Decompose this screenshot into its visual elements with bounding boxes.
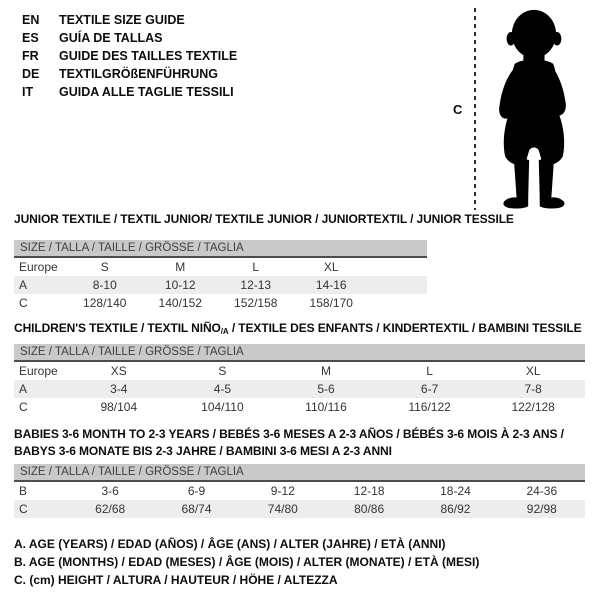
size-cell: XS [110, 364, 127, 378]
size-cell: XL [323, 260, 339, 274]
size-cell: L [426, 364, 433, 378]
table-header-bar: SIZE / TALLA / TAILLE / GRÖSSE / TAGLIA [14, 240, 427, 258]
legend-line-b: B. AGE (MONTHS) / EDAD (MESES) / ÂGE (MOIS) / ALTER (MONATE) / ETÀ (MESI) [14, 555, 480, 569]
value-cell: 110/116 [305, 400, 347, 414]
value-cell: 12-18 [353, 484, 385, 498]
babies-title-line2: BABYS 3-6 MONATE BIS 2-3 JAHRE / BAMBINI 3-6 MESI A 2-3 ANNI [14, 444, 392, 458]
babies-title-line1: BABIES 3-6 MONTH TO 2-3 YEARS / BEBÉS 3-6 MESES A 2-3 AÑOS / BÉBÉS 3-6 MOIS À 2-3 ANS / [14, 427, 564, 441]
legend-line-a: A. AGE (YEARS) / EDAD (AÑOS) / ÂGE (ANS) / ALTER (JAHRE) / ETÀ (ANNI) [14, 537, 446, 551]
measure-legend [14, 535, 479, 589]
table-row [14, 380, 585, 398]
row-label-cell: Europe [19, 364, 58, 378]
size-cell: XL [525, 364, 541, 378]
lang-label: GUIDA ALLE TAGLIE TESSILI [59, 85, 234, 99]
size-cell: S [100, 260, 109, 274]
table-header-bar: SIZE / TALLA / TAILLE / GRÖSSE / TAGLIA [14, 344, 585, 362]
babies-table-title [14, 426, 589, 460]
height-measure-label: C [453, 102, 463, 117]
size-cell: M [320, 364, 331, 378]
row-label-cell: C [19, 502, 28, 516]
value-cell: 74/80 [267, 502, 298, 516]
lang-code: EN [22, 13, 40, 27]
value-cell: 158/170 [309, 296, 353, 310]
baby-silhouette [484, 8, 582, 212]
value-cell: 122/128 [511, 400, 555, 414]
lang-code: FR [22, 49, 39, 63]
value-cell: 8-10 [92, 278, 117, 292]
children-title-subscript: /A [220, 327, 229, 336]
language-title-block [22, 11, 237, 101]
row-label-cell: B [19, 484, 28, 498]
value-cell: 14-16 [315, 278, 347, 292]
lang-code: DE [22, 67, 40, 81]
children-table-title [14, 320, 589, 340]
value-cell: 62/68 [95, 502, 126, 516]
lang-label: TEXTILGRÖßENFÜHRUNG [59, 67, 219, 81]
size-cell: L [252, 260, 260, 274]
value-cell: 12-13 [240, 278, 272, 292]
table-row [14, 500, 585, 518]
value-cell: 80/86 [354, 502, 385, 516]
lang-row-de [22, 65, 237, 83]
value-cell: 116/122 [408, 400, 451, 414]
value-cell: 3-4 [110, 382, 128, 396]
table-row [14, 258, 427, 276]
value-cell: 6-9 [187, 484, 206, 498]
value-cell: 140/152 [158, 296, 202, 310]
value-cell: 152/158 [234, 296, 278, 310]
row-label-cell: Europe [19, 260, 58, 274]
row-label-cell: C [19, 400, 28, 414]
value-cell: 7-8 [524, 382, 542, 396]
value-cell: 4-5 [213, 382, 232, 396]
table-row [14, 294, 427, 312]
baby-figure [446, 6, 592, 214]
babies-size-table [14, 464, 585, 518]
lang-row-fr [22, 47, 237, 65]
filler-cell [369, 276, 427, 294]
height-measure-line [474, 8, 476, 210]
value-cell: 98/104 [100, 400, 138, 414]
row-label-cell: A [19, 278, 28, 292]
table-row [14, 362, 585, 380]
value-cell: 5-6 [317, 382, 335, 396]
lang-label: GUÍA DE TALLAS [59, 31, 163, 45]
value-cell: 24-36 [526, 484, 558, 498]
filler-cell [369, 294, 427, 312]
row-label-cell: A [19, 382, 28, 396]
value-cell: 9-12 [270, 484, 295, 498]
lang-row-it [22, 83, 237, 101]
lang-label: GUIDE DES TAILLES TEXTILE [59, 49, 238, 63]
table-header-bar: SIZE / TALLA / TAILLE / GRÖSSE / TAGLIA [14, 464, 585, 482]
value-cell: 10-12 [164, 278, 196, 292]
size-cell: S [218, 364, 227, 378]
lang-code: IT [22, 85, 34, 99]
value-cell: 6-7 [420, 382, 439, 396]
children-title-suffix: / TEXTILE DES ENFANTS / KINDERTEXTIL / BAMBINI TESSILE [228, 321, 582, 335]
lang-row-es [22, 29, 237, 47]
table-row [14, 398, 585, 416]
size-cell: M [175, 260, 186, 274]
value-cell: 92/98 [526, 502, 557, 516]
filler-cell [369, 258, 427, 276]
value-cell: 3-6 [101, 484, 119, 498]
value-cell: 104/110 [201, 400, 244, 414]
value-cell: 68/74 [181, 502, 212, 516]
row-label-cell: C [19, 296, 28, 310]
value-cell: 86/92 [440, 502, 471, 516]
lang-row-en [22, 11, 237, 29]
lang-code: ES [22, 31, 39, 45]
table-row [14, 276, 427, 294]
lang-label: TEXTILE SIZE GUIDE [59, 13, 185, 27]
table-row [14, 482, 585, 500]
children-size-table [14, 344, 585, 416]
legend-line-c: C. (cm) HEIGHT / ALTURA / HAUTEUR / HÖHE / ALTEZZA [14, 573, 338, 587]
junior-table-title: JUNIOR TEXTILE / TEXTIL JUNIOR/ TEXTILE JUNIOR / JUNIORTEXTIL / JUNIOR TESSILE [14, 212, 514, 226]
junior-size-table [14, 240, 427, 312]
value-cell: 128/140 [83, 296, 127, 310]
children-title-prefix: CHILDREN'S TEXTILE / TEXTIL NIÑO [14, 321, 221, 335]
value-cell: 18-24 [440, 484, 471, 498]
